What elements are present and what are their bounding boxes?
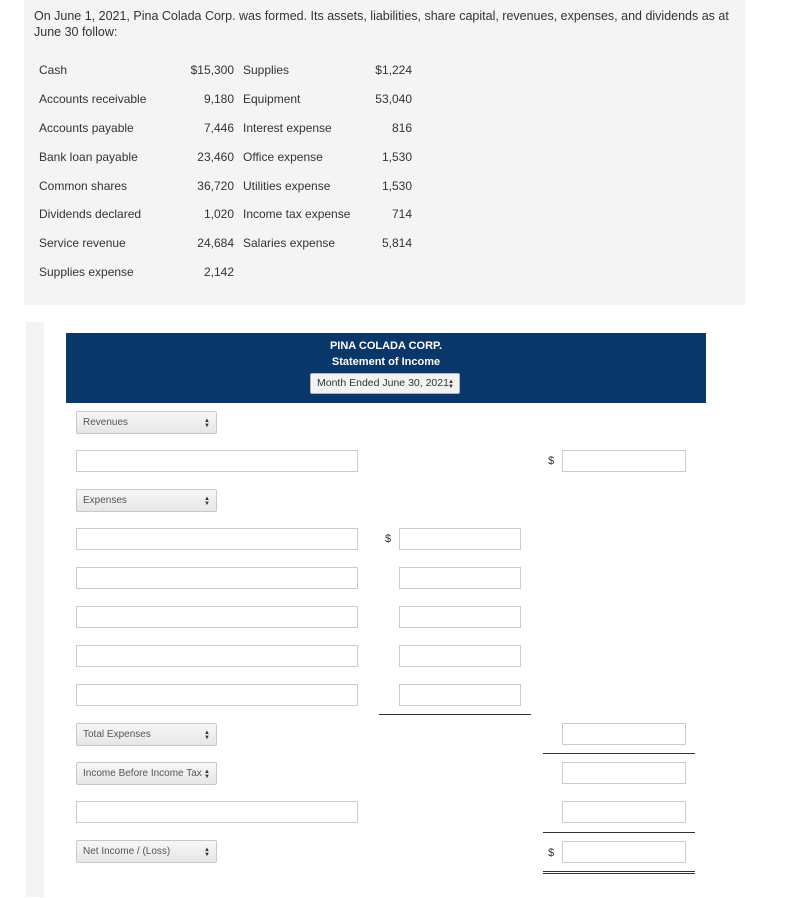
net-income-double-rule (543, 871, 695, 874)
account-value: 9,180 (203, 92, 234, 106)
account-name: Utilities expense (243, 179, 331, 193)
select-arrows-icon: ▲ ▼ (204, 768, 210, 780)
statement-title: Statement of Income (331, 356, 441, 368)
revenue-amount-input[interactable] (562, 450, 686, 472)
select-arrows-icon: ▲ ▼ (448, 378, 454, 390)
account-value: 816 (391, 121, 412, 135)
account-value: 7,446 (203, 121, 234, 135)
select-arrows-icon: ▲ ▼ (204, 417, 210, 429)
dollar-sign: $ (548, 455, 555, 467)
account-name: Accounts receivable (39, 92, 147, 106)
worksheet-panel (26, 322, 745, 897)
account-name: Bank loan payable (39, 150, 138, 164)
dollar-sign: $ (548, 847, 555, 859)
expense-amount-input-5[interactable] (399, 684, 521, 706)
income-before-tax-select[interactable] (76, 762, 217, 785)
period-select-value: Month Ended June 30, 2021 (317, 377, 449, 389)
net-income-select-value: Net Income / (Loss) (83, 846, 171, 857)
select-arrows-icon: ▲ ▼ (204, 846, 210, 858)
expense-amount-input-2[interactable] (399, 567, 521, 589)
total-expenses-select[interactable] (76, 723, 217, 746)
account-name: Salaries expense (243, 236, 336, 250)
question-panel (24, 0, 745, 305)
net-income-select[interactable] (76, 840, 217, 863)
tax-rule (543, 832, 695, 833)
company-name: PINA COLADA CORP. (329, 340, 443, 352)
account-value: 36,720 (197, 179, 234, 193)
account-name: Cash (39, 63, 68, 77)
total-rule (543, 753, 695, 754)
worksheet-form (44, 322, 745, 897)
expense-account-input-3[interactable] (76, 606, 358, 628)
account-name: Common shares (39, 179, 128, 193)
account-name: Dividends declared (39, 207, 142, 221)
expenses-select-value: Expenses (83, 495, 127, 506)
expense-account-input-1[interactable] (76, 528, 358, 550)
account-value: 1,530 (381, 179, 412, 193)
select-arrows-icon: ▲ ▼ (204, 729, 210, 741)
account-name: Supplies (243, 63, 290, 77)
expense-amount-input-4[interactable] (399, 645, 521, 667)
tax-account-input[interactable] (76, 801, 358, 823)
account-value: 714 (391, 207, 412, 221)
expense-amount-input-1[interactable] (399, 528, 521, 550)
expense-account-input-5[interactable] (76, 684, 358, 706)
select-arrows-icon: ▲ ▼ (204, 495, 210, 507)
account-name: Supplies expense (39, 265, 134, 279)
account-name: Interest expense (243, 121, 332, 135)
account-value: 24,684 (197, 236, 234, 250)
expenses-select[interactable] (76, 489, 217, 512)
account-value: 1,020 (203, 207, 234, 221)
dollar-sign: $ (385, 533, 392, 545)
question-text: On June 1, 2021, Pina Colada Corp. was formed. Its assets, liabilities, share capital, revenues, expenses, and dividends as at June 30 follow: (34, 9, 729, 39)
account-value: 23,460 (197, 150, 234, 164)
statement-header (66, 333, 706, 403)
account-name: Income tax expense (243, 207, 351, 221)
total-expenses-input[interactable] (562, 723, 686, 745)
expense-account-input-4[interactable] (76, 645, 358, 667)
account-name: Office expense (243, 150, 323, 164)
revenues-select-value: Revenues (83, 417, 129, 428)
account-value: 5,814 (381, 236, 412, 250)
revenues-select[interactable] (76, 411, 217, 434)
subtotal-rule (379, 714, 531, 715)
period-select[interactable] (310, 373, 460, 394)
revenue-account-input[interactable] (76, 450, 358, 472)
net-income-input[interactable] (562, 841, 686, 863)
tax-amount-input[interactable] (562, 801, 686, 823)
account-name: Service revenue (39, 236, 126, 250)
income-before-tax-input[interactable] (562, 762, 686, 784)
account-value: $1,224 (375, 63, 412, 77)
account-value: $15,300 (190, 63, 234, 77)
account-name: Equipment (243, 92, 301, 106)
account-name: Accounts payable (39, 121, 134, 135)
income-before-tax-select-value: Income Before Income Tax (83, 768, 202, 779)
expense-amount-input-3[interactable] (399, 606, 521, 628)
account-value: 2,142 (203, 265, 234, 279)
account-value: 53,040 (375, 92, 412, 106)
account-value: 1,530 (381, 150, 412, 164)
total-expenses-select-value: Total Expenses (83, 729, 151, 740)
expense-account-input-2[interactable] (76, 567, 358, 589)
